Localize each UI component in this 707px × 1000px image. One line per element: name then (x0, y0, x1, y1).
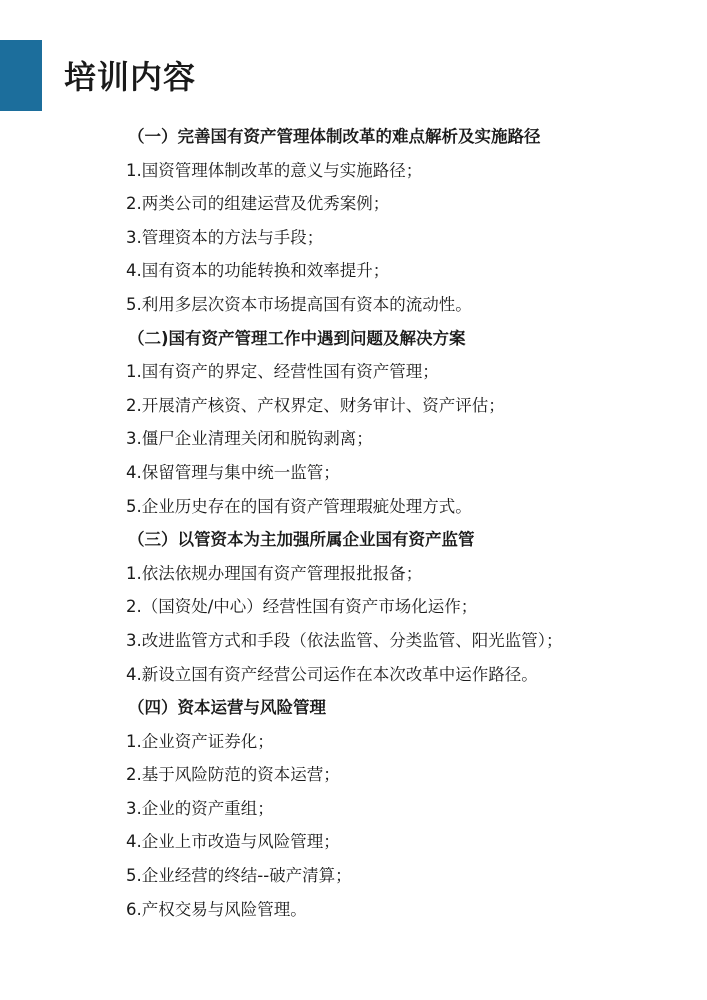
list-item: 3.改进监管方式和手段（依法监管、分类监管、阳光监管）； (126, 630, 563, 650)
section-1 (0, 120, 707, 322)
list-item: 5.企业历史存在的国有资产管理瑕疵处理方式。 (126, 496, 472, 516)
list-item: 4.企业上市改造与风险管理； (126, 832, 340, 852)
section-2 (0, 322, 707, 524)
section-heading: （二)国有资产管理工作中遇到问题及解决方案 (128, 328, 466, 348)
list-item: 4.国有资本的功能转换和效率提升； (126, 261, 390, 281)
list-item: 2.开展清产核资、产权界定、财务审计、资产评估； (126, 395, 505, 415)
list-item: 2.（国资处/中心）经营性国有资产市场化运作； (126, 597, 478, 617)
list-item: 3.企业的资产重组； (126, 798, 274, 818)
list-item: 5.利用多层次资本市场提高国有资本的流动性。 (126, 294, 472, 314)
list-item: 2.两类公司的组建运营及优秀案例； (126, 194, 390, 214)
section-heading: （四）资本运营与风险管理 (128, 698, 326, 718)
section-3 (0, 523, 707, 691)
list-item: 3.管理资本的方法与手段； (126, 227, 324, 247)
list-item: 3.僵尸企业清理关闭和脱钩剥离； (126, 429, 373, 449)
title-accent-bar (0, 40, 42, 111)
list-item: 1.企业资产证券化； (126, 731, 274, 751)
list-item: 1.国有资产的界定、经营性国有资产管理； (126, 362, 439, 382)
list-item: 6.产权交易与风险管理。 (126, 899, 307, 919)
list-item: 4.保留管理与集中统一监管； (126, 462, 340, 482)
section-4 (0, 691, 707, 926)
list-item: 1.依法依规办理国有资产管理报批报备； (126, 563, 423, 583)
list-item: 5.企业经营的终结--破产清算； (126, 866, 352, 886)
list-item: 1.国资管理体制改革的意义与实施路径； (126, 160, 423, 180)
section-heading: （一）完善国有资产管理体制改革的难点解析及实施路径 (128, 127, 541, 146)
section-heading: （三）以管资本为主加强所属企业国有资产监管 (128, 530, 475, 550)
list-item: 2.基于风险防范的资本运营； (126, 765, 340, 785)
page-title: 培训内容 (64, 58, 197, 96)
list-item: 4.新设立国有资产经营公司运作在本次改革中运作路径。 (126, 664, 538, 684)
training-content (0, 120, 707, 926)
